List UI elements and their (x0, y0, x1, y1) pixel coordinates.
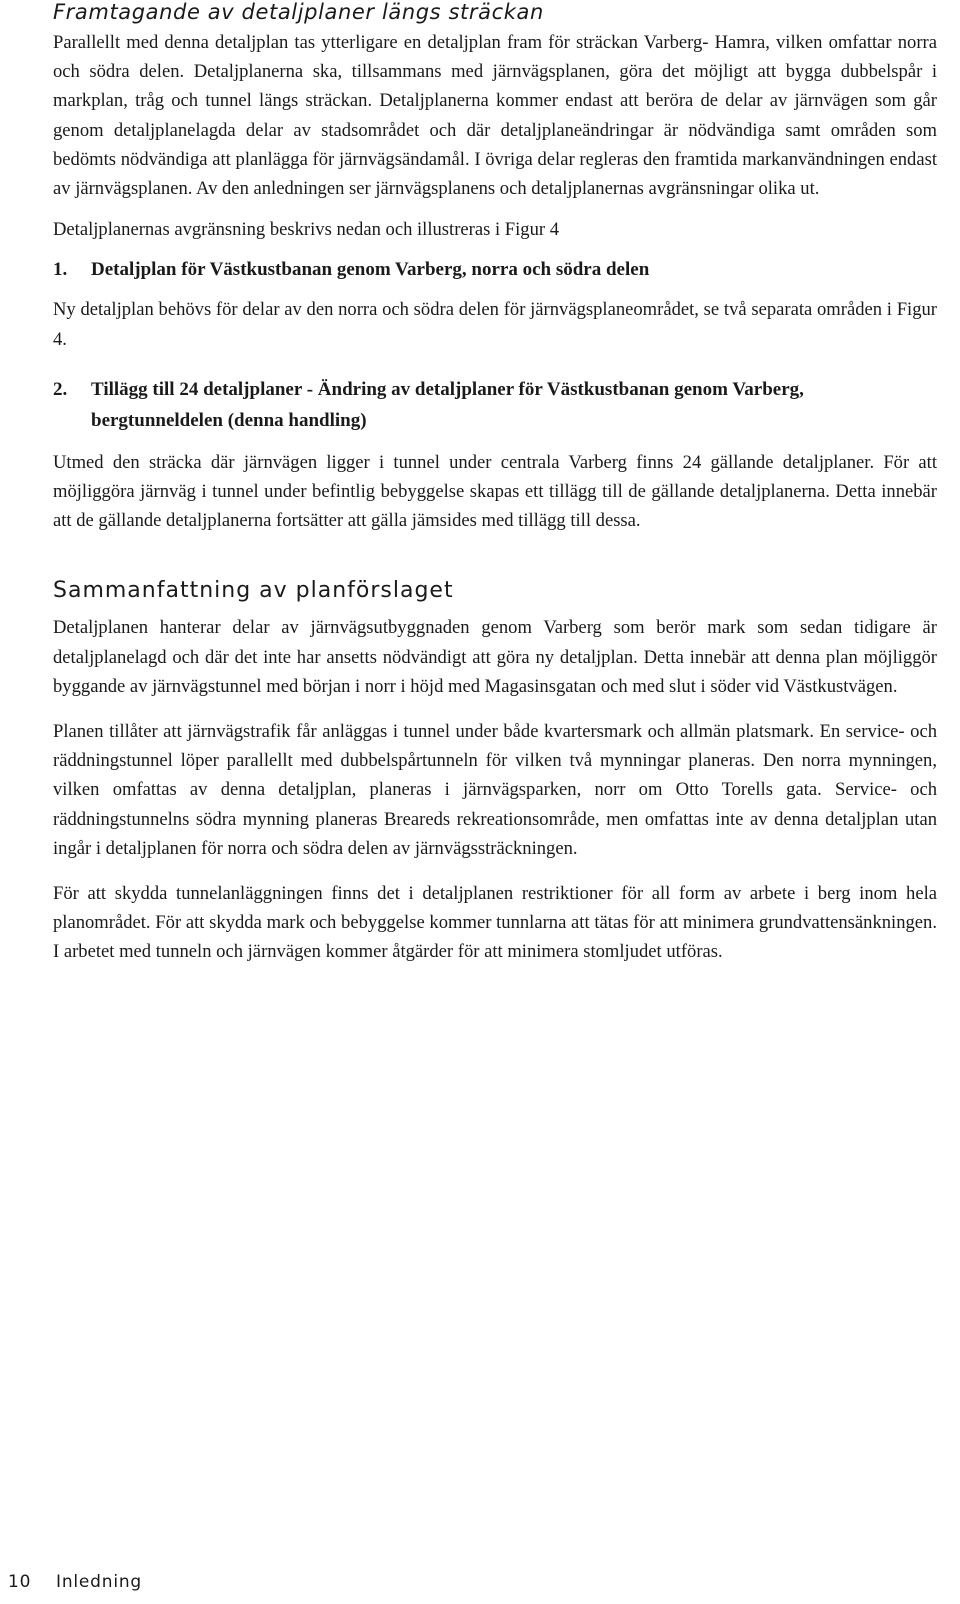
paragraph-planen: Planen tillåter att järnvägstrafik får anläggas i tunnel under både kvartersmark och allmän platsmark. En service- och räddningstunnel löper parallellt med dubbelspårtunneln för vilken två mynningar planeras. Den norra mynningen, vilken omfattas av denna detaljplan, planeras i järnvägsparken, norr om Otto Torells gata. Service- och räddningstunnelns södra mynning planeras Breareds rekreationsområde, men omfattas inte av denna detaljplan utan ingår i detaljplanen för norra och södra delen av järnvägssträckningen. (53, 721, 937, 859)
footer-section-name: Inledning (56, 1572, 143, 1592)
list-item-1-heading: Detaljplan för Västkustbanan genom Varberg, norra och södra delen (91, 259, 650, 281)
section-heading-sammanfattning: Sammanfattning av planförslaget (53, 578, 454, 604)
page-footer (0, 1572, 142, 1592)
list-item-2-heading: Tillägg till 24 detaljplaner - Ändring av detaljplaner för Västkustbanan genom Varberg, bergtunneldelen (denna handling) (91, 378, 804, 431)
list-item-1-number: 1. (53, 259, 68, 281)
list-item-2-number: 2. (53, 378, 68, 400)
list-item-2-text: Utmed den sträcka där järnvägen ligger i tunnel under centrala Varberg finns 24 gällande detaljplaner. För att möjliggöra järnväg i tunnel under befintlig bebyggelse skapas ett tillägg till de gällande detaljplanerna. Detta innebär att de gällande detaljplanerna fortsätter att gälla jämsides med tillägg till dessa. (53, 451, 937, 532)
paragraph-skydda: För att skydda tunnelanläggningen finns det i detaljplanen restriktioner för all form av arbete i berg inom hela planområdet. För att skydda mark och bebyggelse kommer tunnlarna att tätas för att minimera grundvattensänkningen. I arbetet med tunneln och järnvägen kommer åtgärder för att minimera stomljudet utföras. (53, 883, 937, 963)
section-heading-framtagande: Framtagande av detaljplaner längs sträckan (53, 0, 544, 24)
page-number: 10 (8, 1572, 32, 1592)
list-item-2-title (53, 374, 937, 436)
list-item-1-text: Ny detaljplan behövs för delar av den norra och södra delen för järnvägsplaneområdet, se två separata områden i Figur 4. (53, 299, 937, 350)
list-item-1-title (53, 254, 937, 285)
paragraph-detaljplanen: Detaljplanen hanterar delar av järnvägsutbyggnaden genom Varberg som berör mark som sedan tidigare är detaljplanelagd och där det inte har ansetts nödvändigt att göra ny detaljplan. Detta innebär att denna plan möjliggör byggande av järnvägstunnel med början i norr i höjd med Magasinsgatan och med slut i söder vid Västkustvägen. (53, 617, 937, 697)
paragraph-avgransning: Detaljplanernas avgränsning beskrivs nedan och illustreras i Figur 4 (53, 219, 560, 241)
paragraph-parallellt: Parallellt med denna detaljplan tas ytterligare en detaljplan fram för sträckan Varberg- Hamra, vilken omfattar norra och södra delen. Detaljplanerna ska, tillsammans med järnvägsplanen, göra det möjligt att bygga dubbelspår i markplan, tråg och tunnel längs sträckan. Detaljplanerna kommer endast att beröra de delar av järnvägen som går genom detaljplanelagda delar av stadsområdet och där detaljplaneändringar är nödvändiga samt områden som bedömts nödvändiga att planlägga för järnvägsändamål. I övriga delar regleras den framtida markanvändningen endast av järnvägsplanen. Av den anledningen ser järnvägsplanens och detaljplanernas avgränsningar olika ut. (53, 32, 937, 200)
document-page (53, 0, 937, 967)
